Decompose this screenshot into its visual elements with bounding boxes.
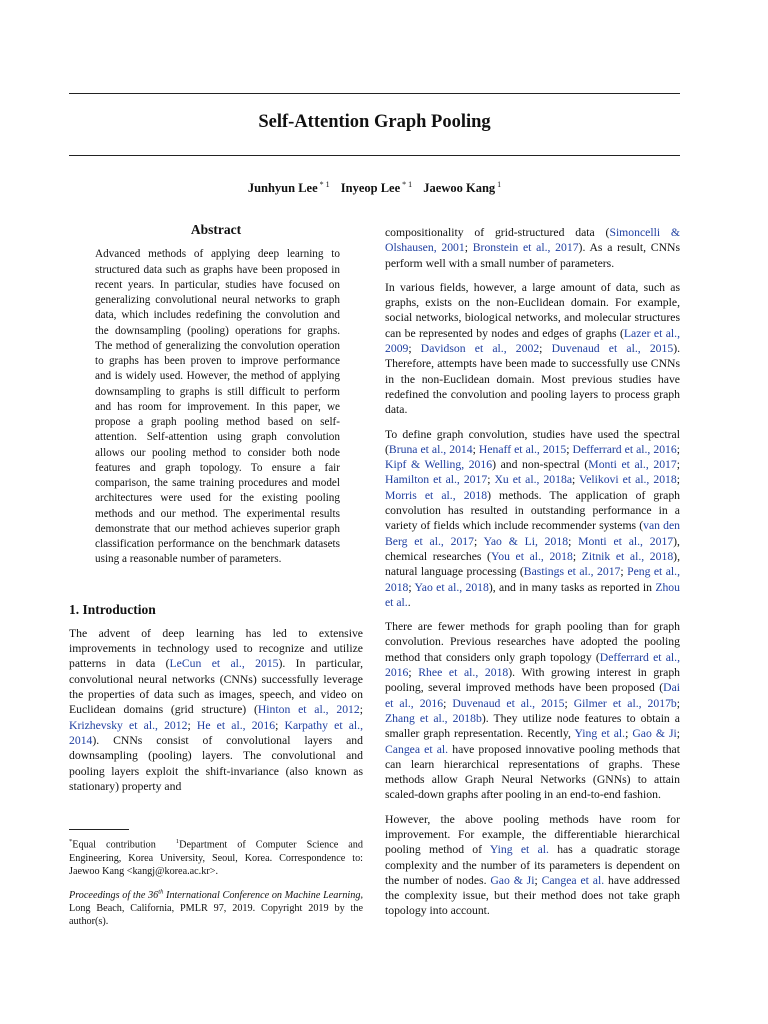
citation-link[interactable]: Dai et al., 2016 xyxy=(385,681,680,710)
citation-link[interactable]: Bronstein et al., 2017 xyxy=(472,241,579,255)
citation-link[interactable]: Defferrard et al., 2016 xyxy=(385,650,680,680)
body-paragraph: To define graph convolution, studies have used the spectral (Bruna et al., 2014; Henaff et al., 2015; Defferrard et al., 2016; Kipf & Welling, 2016) and non-spectral (Monti et al., 2017; Hamilton et al., 2017; Xu et al., 2018a; Velikovi et al., 2018; Morris et al., 2018) methods. The application of graph convolution has resulted in outstanding performance in a variety of fields which include recommender systems (van den Berg et al., 2017; Yao & Li, 2018; Monti et al., 2017), chemical researches (You et al., 2018; Zitnik et al., 2018), natural language processing (Bastings et al., 2017; Peng et al., 2018; Yao et al., 2018), and in many tasks as reported in Zhou et al.. xyxy=(385,427,681,609)
citation-link[interactable]: Defferrard et al., 2016 xyxy=(572,442,677,456)
footnote-affiliation: *Equal contribution $^1$Department of Computer Science and Engineering, Korea University, Seoul, Korea. Correspondence to: Jaewoo Kang <kangj@korea.ac.kr>. xyxy=(69,838,363,877)
body-paragraph: compositionality of grid-structured data (Simoncelli & Olshausen, 2001; Bronstein et al., 2017). As a result, CNNs perform well with a small number of parameters. xyxy=(385,226,681,270)
citation-link[interactable]: Duvenaud et al., 2015 xyxy=(452,696,565,710)
citation-link[interactable]: Yao & Li, 2018 xyxy=(483,534,569,548)
citation-link[interactable]: Bastings et al., 2017 xyxy=(523,565,621,579)
citation-link[interactable]: Cangea et al. xyxy=(541,873,605,887)
body-paragraph: In various fields, however, a large amount of data, such as graphs, exists on the non-Euclidean domain. For example, social networks, biological networks, and molecular structures can be represented by nodes and edges of graphs (Lazer et al., 2009; Davidson et al., 2002; Duvenaud et al., 2015). Therefore, attempts have been made to successfully use CNNs in the non-Euclidean domain. Most previous studies have redefined the convolution and pooling layers to process graph data. xyxy=(385,280,681,417)
citation-link[interactable]: Zhou et al. xyxy=(385,580,680,609)
citation-link[interactable]: Morris et al., 2018 xyxy=(385,488,488,502)
section-heading-introduction: 1. Introduction xyxy=(69,601,156,617)
footnotes xyxy=(69,829,363,936)
citation-link[interactable]: van den Berg et al., 2017 xyxy=(385,519,680,548)
body-paragraph: However, the above pooling methods have room for improvement. For example, the differentiable hierarchical pooling method of Ying et al. has a quadratic storage complexity and the number of its parameters is dependent on the number of nodes. Gao & Ji; Cangea et al. have addressed the complexity issue, but their method does not take graph topology into account. xyxy=(385,812,680,918)
citation-link[interactable]: Simoncelli & Olshausen, 2001 xyxy=(385,226,681,255)
paper-title: Self-Attention Graph Pooling xyxy=(258,112,491,132)
citation-link[interactable]: Ying et al. xyxy=(489,843,549,857)
citation-link[interactable]: Rhee et al., 2018 xyxy=(418,666,509,680)
citation-link[interactable]: Duvenaud et al., 2015 xyxy=(551,342,674,356)
citation-link[interactable]: You et al., 2018 xyxy=(490,549,573,563)
citation-link[interactable]: Davidson et al., 2002 xyxy=(420,342,540,356)
left-column xyxy=(69,222,363,794)
citation-link[interactable]: Yao et al., 2018 xyxy=(414,580,489,594)
citation-link[interactable]: Xu et al., 2018a xyxy=(494,473,573,487)
citation-link[interactable]: Krizhevsky et al., 2012 xyxy=(69,718,188,732)
footnote-rule xyxy=(69,829,129,830)
citation-link[interactable]: Zhang et al., 2018b xyxy=(385,711,482,725)
citation-link[interactable]: Lazer et al., 2009 xyxy=(385,326,681,356)
author: Jaewoo Kang $^1$ xyxy=(423,180,502,196)
citation-link[interactable]: Bruna et al., 2014 xyxy=(388,442,473,456)
intro-paragraph: The advent of deep learning has led to extensive improvements in technology used to recognize and utilize patterns in data (LeCun et al., 2015). In particular, convolutional neural networks (CNNs) successfully leverage the properties of data such as images, speech, and video on Euclidean domains (grid structure) (Hinton et al., 2012; Krizhevsky et al., 2012; He et al., 2016; Karpathy et al., 2014). CNNs consist of convolutional layers and downsampling (pooling) layers. The convolutional and pooling layers exploit the shift-invariance (also known as stationary) property and xyxy=(69,626,364,793)
citation-link[interactable]: Gilmer et al., 2017b xyxy=(573,696,677,710)
title-rule-top xyxy=(69,93,680,94)
footnote-proceedings: Proceedings of the 36th International Conference on Machine Learning, Long Beach, California, PMLR 97, 2019. Copyright 2019 by the author(s). xyxy=(69,888,363,928)
citation-link[interactable]: Monti et al., 2017 xyxy=(588,458,677,472)
citation-link[interactable]: Cangea et al. xyxy=(385,742,449,756)
author-list xyxy=(69,180,680,196)
citation-link[interactable]: Gao & Ji xyxy=(632,727,677,741)
citation-link[interactable]: Peng et al., 2018 xyxy=(385,565,681,594)
abstract-text: Advanced methods of applying deep learning to structured data such as graphs have been proposed in recent years. In particular, studies have focused on generalizing convolutional neural networks to graph data, which includes redefining the convolution and the downsampling (pooling) operations for graphs. The method of generalizing the convolution operation to graphs has been proven to improve performance and is widely used. However, the method of applying downsampling to graphs is still difficult to perform and has room for improvement. In this paper, we propose a graph pooling method based on self-attention. Self-attention using graph convolution allows our pooling method to consider both node features and graph topology. To ensure a fair comparison, the same training procedures and model architectures were used for the existing pooling methods and our method. The experimental results demonstrate that our method achieves superior graph classification performance on the benchmark datasets using a reasonable number of parameters. xyxy=(95,248,340,566)
citation-link[interactable]: Monti et al., 2017 xyxy=(578,534,674,548)
citation-link[interactable]: Ying et al. xyxy=(574,727,626,741)
citation-link[interactable]: Velikovi et al., 2018 xyxy=(579,473,677,487)
body-paragraph: There are fewer methods for graph pooling than for graph convolution. Previous researches have adopted the pooling method that considers only graph topology (Defferrard et al., 2016; Rhee et al., 2018). With growing interest in graph pooling, several improved methods have been proposed (Dai et al., 2016; Duvenaud et al., 2015; Gilmer et al., 2017b; Zhang et al., 2018b). They utilize node features to obtain a smaller graph representation. Recently, Ying et al.; Gao & Ji; Cangea et al. have proposed innovative pooling methods that can learn hierarchical representations of graphs. These methods allow Graph Neural Networks (GNNs) to attain scaled-down graphs after pooling in an end-to-end fashion. xyxy=(385,620,681,802)
citation-link[interactable]: Hamilton et al., 2017 xyxy=(385,473,488,487)
title-rule-bottom xyxy=(69,155,680,156)
author: Junhyun Lee $^{* 1}$ xyxy=(247,180,330,196)
author: Inyeop Lee $^{* 1}$ xyxy=(340,180,413,196)
citation-link[interactable]: Gao & Ji xyxy=(490,873,535,887)
abstract-heading: Abstract xyxy=(190,222,242,237)
right-column xyxy=(385,225,680,919)
citation-link[interactable]: LeCun et al., 2015 xyxy=(169,657,279,671)
citation-link[interactable]: He et al., 2016 xyxy=(196,718,276,732)
citation-link[interactable]: Kipf & Welling, 2016 xyxy=(385,458,493,472)
citation-link[interactable]: Hinton et al., 2012 xyxy=(257,703,360,717)
citation-link[interactable]: Karpathy et al., 2014 xyxy=(69,718,364,747)
citation-link[interactable]: Zitnik et al., 2018 xyxy=(581,549,674,563)
citation-link[interactable]: Henaff et al., 2015 xyxy=(478,442,567,456)
